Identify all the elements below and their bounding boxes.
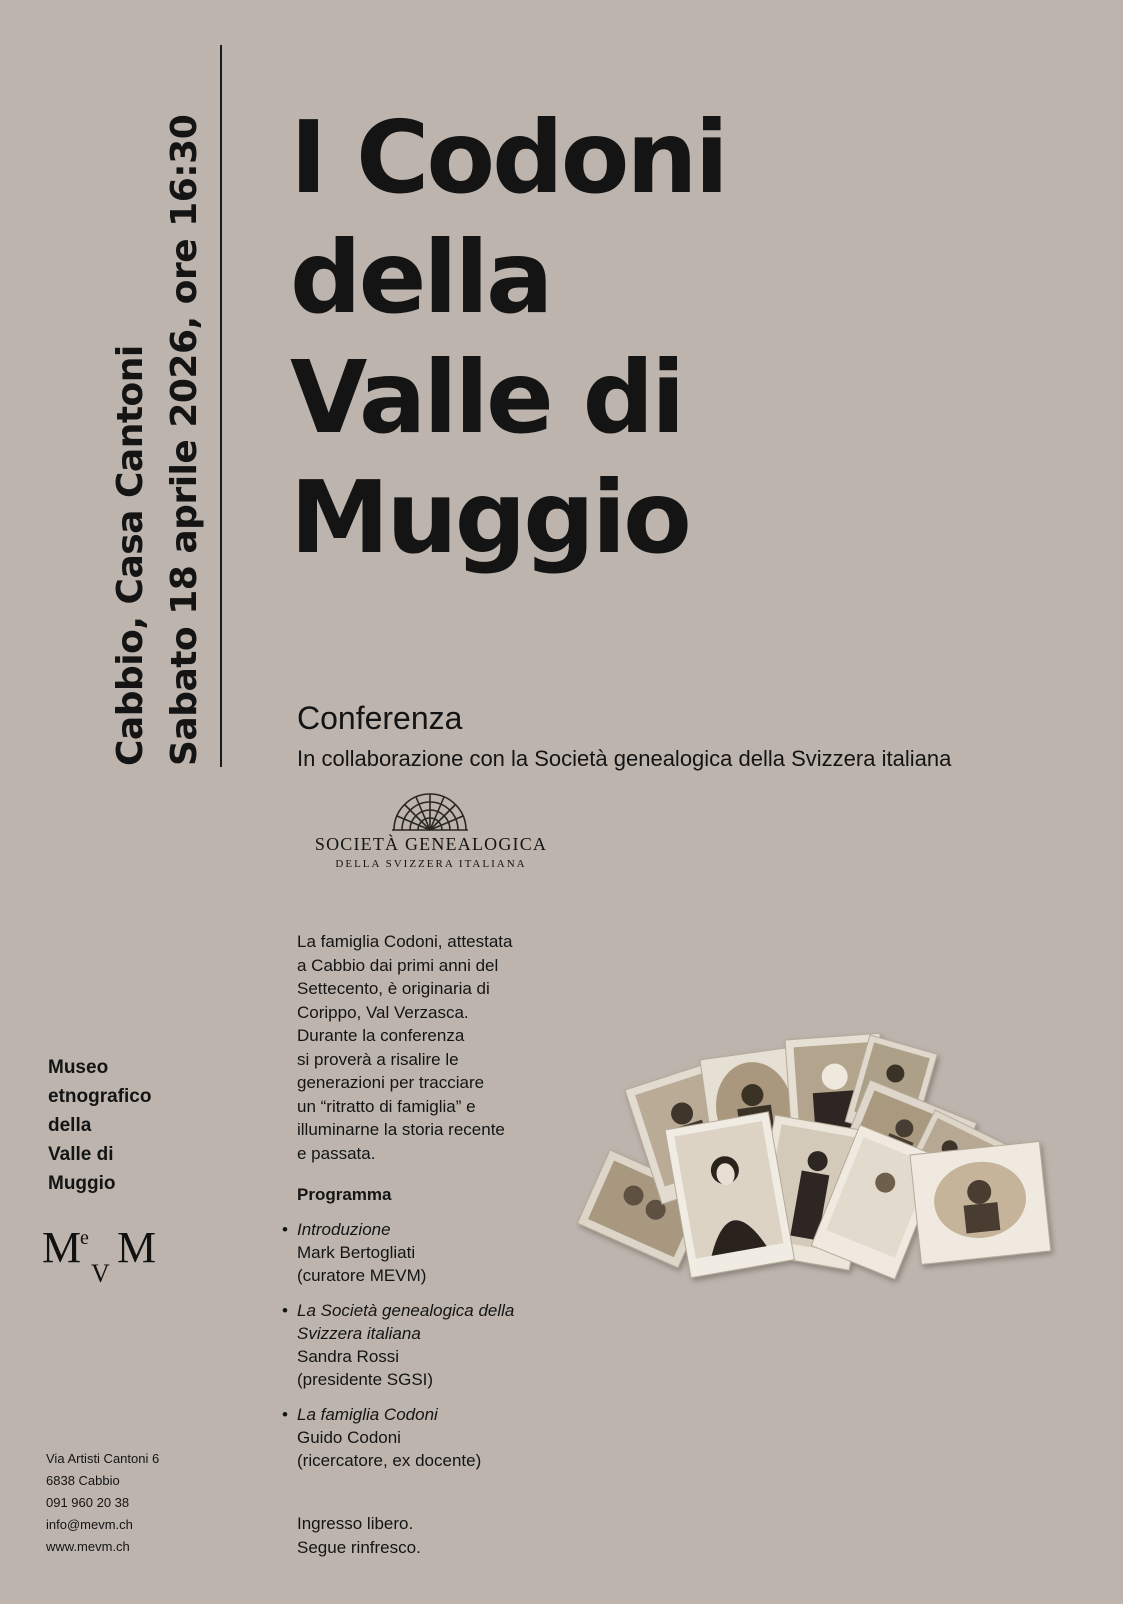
programme-item-speaker: Guido Codoni (297, 1428, 401, 1447)
title-line: della (290, 219, 551, 336)
programme-item-role: (ricercatore, ex docente) (297, 1451, 482, 1470)
address-web[interactable]: www.mevm.ch (46, 1539, 130, 1554)
vertical-divider (220, 45, 222, 767)
description-line: La famiglia Codoni, attestata (297, 932, 513, 951)
entry-line: Segue rinfresco. (297, 1538, 421, 1557)
svg-text:M: M (42, 1223, 82, 1272)
bullet-icon: • (282, 1301, 288, 1320)
bullet-icon: • (282, 1405, 288, 1424)
event-datetime: Sabato 18 aprile 2026, ore 16:30 (164, 114, 205, 766)
description-line: e passata. (297, 1143, 376, 1163)
event-description (297, 930, 557, 1165)
address-email[interactable]: info@mevm.ch (46, 1517, 133, 1532)
museum-name (48, 1053, 151, 1198)
museum-name-line: della (48, 1115, 92, 1136)
programme-item-title: Svizzera italiana (297, 1324, 421, 1343)
bullet-icon: • (282, 1220, 288, 1239)
programme-item-title: Introduzione (297, 1220, 391, 1239)
programme-item-role: (presidente SGSI) (297, 1370, 434, 1389)
title-line: Muggio (290, 459, 689, 576)
programme-heading: Programma (297, 1185, 392, 1204)
description-line: un “ritratto di famiglia” e (297, 1096, 476, 1116)
side-info (104, 106, 214, 766)
collaboration-note: In collaborazione con la Società genealogica della Svizzera italiana (297, 746, 952, 771)
programme-item-speaker: Sandra Rossi (297, 1347, 400, 1366)
mevm-logo-icon (40, 1220, 170, 1290)
description-line: generazioni per tracciare (297, 1073, 485, 1092)
entry-line: Ingresso libero. (297, 1514, 414, 1533)
programme-item-speaker: Mark Bertogliati (297, 1243, 416, 1262)
programme-item (280, 1299, 560, 1391)
museum-name-line: Muggio (48, 1173, 116, 1194)
address-street: Via Artisti Cantoni 6 (46, 1451, 160, 1466)
description-line: si proverà a risalire le (297, 1049, 459, 1069)
title-line: Valle di (290, 339, 683, 456)
programme-item-title: La famiglia Codoni (297, 1405, 438, 1424)
museum-name-line: Valle di (48, 1144, 114, 1165)
description-line: Corippo, Val Verzasca. (297, 1002, 469, 1022)
address-phone: 091 960 20 38 (46, 1495, 130, 1510)
svg-text:M: M (117, 1223, 157, 1272)
museum-name-line: Museo (48, 1057, 109, 1078)
svg-text:V: V (91, 1259, 110, 1288)
programme-item-title: La Società genealogica della (297, 1301, 515, 1320)
event-type: Conferenza (297, 700, 463, 736)
museum-address (46, 1448, 159, 1558)
address-city: 6838 Cabbio (46, 1473, 120, 1488)
partner-logo-name: SOCIETÀ GENEALOGICA (314, 834, 548, 854)
programme-item (280, 1403, 560, 1472)
page-title (290, 98, 726, 578)
svg-text:e: e (80, 1227, 89, 1249)
old-family-photos-image (570, 1020, 1070, 1320)
museum-name-line: etnografico (48, 1086, 152, 1107)
description-line: illuminarne la storia recente (297, 1120, 505, 1139)
description-line: a Cabbio dai primi anni del (297, 955, 499, 975)
description-line: Durante la conferenza (297, 1026, 465, 1045)
description-line: Settecento, è originaria di (297, 979, 490, 998)
entry-note (297, 1512, 421, 1560)
event-place: Cabbio, Casa Cantoni (110, 345, 151, 766)
programme-list (280, 1218, 560, 1484)
title-line: I Codoni (290, 99, 726, 216)
programme-item-role: (curatore MEVM) (297, 1266, 427, 1285)
programme-item (280, 1218, 560, 1287)
partner-logo-subname: DELLA SVIZZERA ITALIANA (335, 858, 527, 870)
